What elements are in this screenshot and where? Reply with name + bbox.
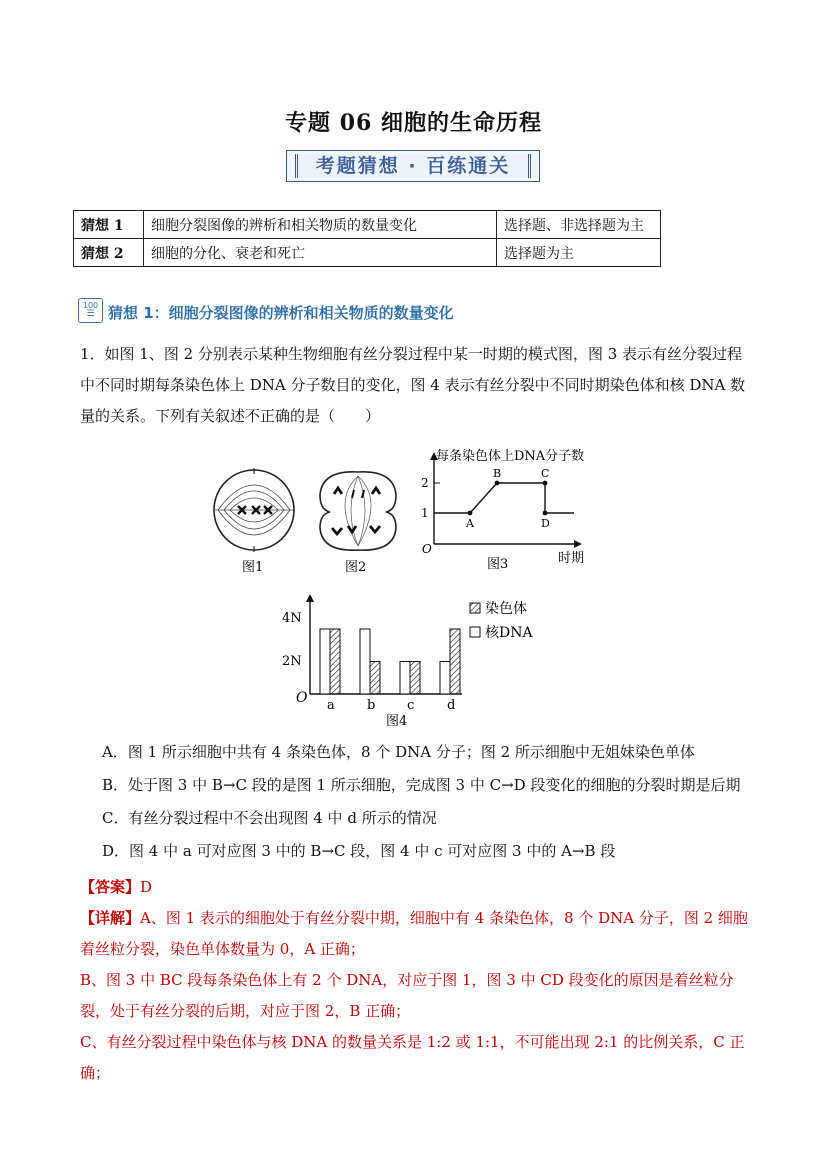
checklist-icon [78, 298, 103, 323]
legend-label: 核DNA [485, 625, 533, 641]
detail [80, 903, 750, 1089]
fig3-label: 图3 [487, 557, 509, 572]
fig3-point-label: A [466, 517, 474, 530]
legend-swatch-dna [470, 627, 480, 637]
option-d: D．图 4 中 a 可对应图 3 中的 B→C 段，图 4 中 c 可对应图 3 中的 A→B 段 [102, 842, 616, 860]
fig4-chart [280, 592, 560, 732]
fig3-xlabel: 时期 [558, 551, 585, 566]
x-tick-label: a [327, 698, 335, 713]
fig1-label: 图1 [242, 560, 264, 575]
legend-label: 染色体 [485, 601, 527, 617]
bar-dna-b [360, 629, 370, 694]
section-title: 猜想 1：细胞分裂图像的辨析和相关物质的数量变化 [108, 304, 454, 322]
table-row [74, 211, 661, 239]
page-title: 专题 06 细胞的生命历程 [285, 110, 542, 136]
bar-dna-a [320, 629, 330, 694]
bar-chromosome-a [330, 629, 340, 694]
fig1-cell [214, 468, 294, 552]
detail-label: 【详解】 [80, 909, 141, 927]
detail-line [80, 903, 750, 965]
y-tick-label: 2N [282, 654, 302, 669]
option-a: A．图 1 所示细胞中共有 4 条染色体，8 个 DNA 分子；图 2 所示细胞中无姐妹染色单体 [102, 743, 695, 761]
fig3-ytick: 1 [421, 506, 429, 520]
icon-score: 100 [82, 301, 99, 310]
fig3-origin: O [422, 542, 432, 556]
question-text: 1．如图 1、图 2 分别表示某种生物细胞有丝分裂过程中某一时期的模式图，图 3 表示有丝分裂过程中不同时期每条染色体上 DNA 分子数目的变化，图 4 表示有丝分裂中不同时期染色体和核 DNA 数量的关系。下列有关叙述不正确的是（ ） [80, 345, 746, 425]
bar-chromosome-d [450, 629, 460, 694]
fig3-point-label: D [541, 517, 550, 530]
bar-dna-c [400, 661, 410, 694]
fig3-ytick: 2 [421, 476, 429, 490]
x-tick-label: d [447, 698, 456, 713]
fig2-label: 图2 [345, 560, 367, 575]
fig2-cell [320, 472, 396, 550]
fig3-graph [430, 452, 582, 548]
x-tick-label: c [407, 698, 415, 713]
answer-label: 【答案】 [80, 878, 141, 896]
icon-lines: ☰ [86, 309, 95, 319]
y-tick-label: 4N [282, 611, 302, 626]
guess-type: 选择题、非选择题为主 [497, 211, 661, 239]
detail-text: A、图 1 表示的细胞处于有丝分裂中期，细胞中有 4 条染色体，8 个 DNA 分子，图 2 细胞着丝粒分裂，染色单体数量为 0，A 正确； [80, 909, 748, 958]
detail-line: C、有丝分裂过程中染色体与核 DNA 的数量关系是 1:2 或 1:1，不可能出现 2:1 的比例关系，C 正确； [80, 1033, 745, 1082]
table-row [74, 239, 661, 267]
guess-key: 猜想 2 [74, 239, 144, 267]
fig3-ylabel: 每条染色体上DNA分子数 [436, 449, 585, 464]
legend-swatch-chromosome [470, 603, 480, 613]
fig3-point-label: B [493, 467, 502, 480]
bar-chromosome-b [370, 661, 380, 694]
guess-type: 选择题为主 [497, 239, 661, 267]
bar-dna-d [440, 661, 450, 694]
fig3-point-label: C [541, 467, 550, 480]
option-c: C．有丝分裂过程中不会出现图 4 中 d 所示的情况 [102, 809, 437, 827]
guess-key: 猜想 1 [74, 211, 144, 239]
bar-chromosome-c [410, 661, 420, 694]
x-tick-label: b [367, 698, 376, 713]
option-b: B．处于图 3 中 B→C 段的是图 1 所示细胞，完成图 3 中 C→D 段变化的细胞的分裂时期是后期 [102, 776, 741, 794]
figures-1-3 [212, 440, 622, 580]
section-banner [286, 150, 540, 182]
answer [80, 876, 152, 897]
fig4-origin: O [296, 690, 308, 706]
detail-line: B、图 3 中 BC 段每条染色体上有 2 个 DNA，对应于图 1，图 3 中 CD 段变化的原因是着丝粒分裂，处于有丝分裂的后期，对应于图 2，B 正确； [80, 971, 734, 1020]
answer-value: D [140, 878, 153, 896]
fig4-label: 图4 [386, 714, 408, 729]
guess-content: 细胞的分化、衰老和死亡 [144, 239, 497, 267]
guess-table [73, 210, 661, 267]
guess-content: 细胞分裂图像的辨析和相关物质的数量变化 [144, 211, 497, 239]
banner-text: 考题猜想 · 百练通关 [295, 154, 531, 178]
